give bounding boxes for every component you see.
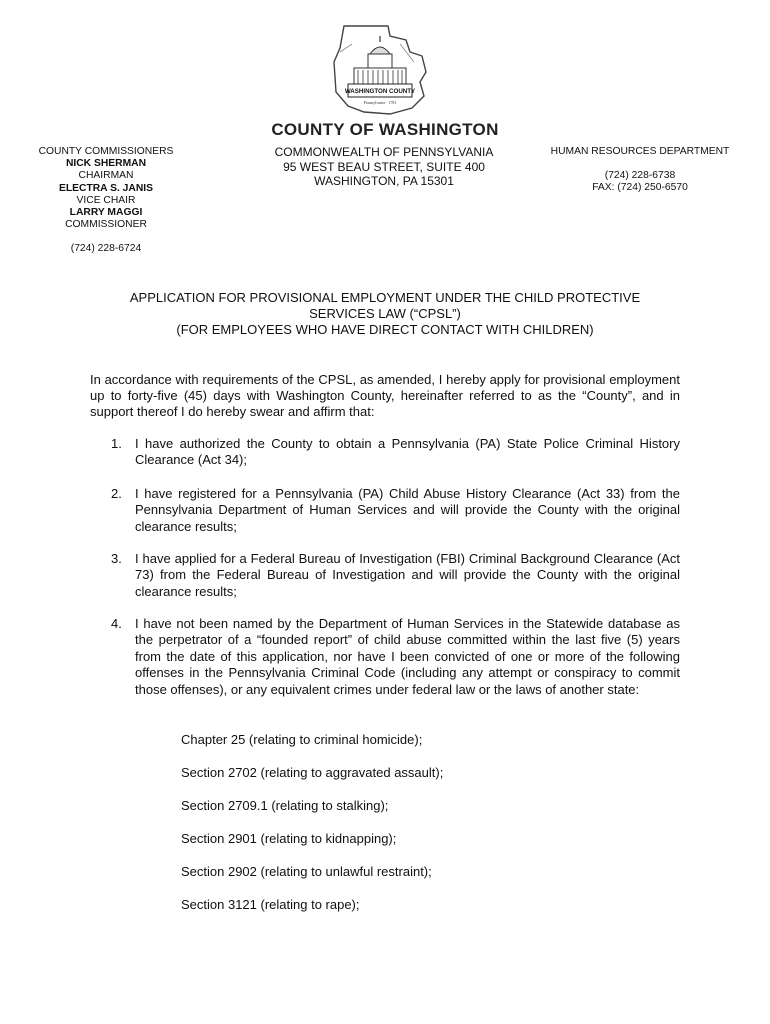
commissioners-phone: (724) 228-6724 bbox=[70, 243, 142, 255]
list-item bbox=[90, 616, 680, 698]
list-item-text: I have registered for a Pennsylvania (PA) Child Abuse History Clearance (Act 33) from the Pennsylvania Department of Human Services and will provide the County with the original clearance results; bbox=[135, 486, 680, 534]
offense-item: Chapter 25 (relating to criminal homicide); bbox=[181, 732, 423, 747]
logo-state-year: Pennsylvania · 1781 bbox=[363, 100, 397, 105]
list-item-number: 2. bbox=[111, 486, 122, 501]
hr-fax: FAX: (724) 250-6570 bbox=[592, 182, 688, 194]
list-item bbox=[90, 436, 680, 469]
commissioner-role: COMMISSIONER bbox=[65, 219, 147, 231]
address-line-3: WASHINGTON, PA 15301 bbox=[314, 174, 454, 189]
commissioner-name: LARRY MAGGI bbox=[69, 207, 143, 219]
list-item-number: 3. bbox=[111, 551, 122, 566]
hr-department-name: HUMAN RESOURCES DEPARTMENT bbox=[550, 146, 730, 157]
commissioner-role: VICE CHAIR bbox=[76, 194, 136, 206]
commissioner-name: NICK SHERMAN bbox=[65, 158, 147, 170]
county-map-courthouse-icon bbox=[330, 22, 430, 118]
list-item-text: I have not been named by the Department of Human Services in the Statewide database as the perpetrator of a “founded report” of child abuse committed within the last five (5) years from the date of this application, nor have I been convicted of one or more of the following offenses in the Pennsylvania Criminal Code (including any attempt or conspiracy to commit those offenses), or any equivalent crimes under federal law or the laws of another state: bbox=[135, 616, 680, 697]
county-title: COUNTY OF WASHINGTON bbox=[271, 120, 499, 139]
list-item-number: 1. bbox=[111, 436, 122, 451]
intro-paragraph: In accordance with requirements of the CPSL, as amended, I hereby apply for provisional employment up to forty-five (45) days with Washington County, hereinafter referred to as the “County”, and in support thereof I do hereby swear and affirm that: bbox=[90, 372, 680, 419]
offense-item: Section 3121 (relating to rape); bbox=[181, 897, 360, 912]
heading-line-1: APPLICATION FOR PROVISIONAL EMPLOYMENT UNDER THE CHILD PROTECTIVE bbox=[129, 290, 641, 305]
county-address bbox=[250, 145, 518, 189]
list-item bbox=[90, 551, 680, 600]
county-logo bbox=[330, 22, 430, 118]
offenses-list bbox=[181, 732, 631, 930]
address-line-1: COMMONWEALTH OF PENNSYLVANIA bbox=[274, 145, 494, 159]
heading-line-2: SERVICES LAW (“CPSL”) bbox=[309, 306, 461, 321]
heading-line-3: (FOR EMPLOYEES WHO HAVE DIRECT CONTACT WITH CHILDREN) bbox=[176, 322, 594, 337]
hr-phone: (724) 228-6738 bbox=[604, 170, 676, 182]
commissioner-role: CHAIRMAN bbox=[78, 170, 134, 182]
address-line-2: 95 WEST BEAU STREET, SUITE 400 bbox=[283, 159, 485, 174]
document-heading bbox=[90, 290, 680, 338]
list-item bbox=[90, 486, 680, 535]
commissioner-name: ELECTRA S. JANIS bbox=[58, 182, 154, 194]
list-item-number: 4. bbox=[111, 616, 122, 631]
offense-item: Section 2902 (relating to unlawful restraint); bbox=[181, 864, 432, 879]
offense-item: Section 2901 (relating to kidnapping); bbox=[181, 831, 397, 846]
commissioners-heading: COUNTY COMMISSIONERS bbox=[38, 146, 174, 157]
commissioners-block bbox=[10, 146, 202, 256]
logo-county-name: WASHINGTON COUNTY bbox=[344, 88, 416, 95]
list-item-text: I have authorized the County to obtain a Pennsylvania (PA) State Police Criminal History Clearance (Act 34); bbox=[135, 436, 680, 468]
offense-item: Section 2709.1 (relating to stalking); bbox=[181, 798, 389, 813]
hr-department-block bbox=[540, 146, 740, 195]
offense-item: Section 2702 (relating to aggravated assault); bbox=[181, 765, 444, 780]
list-item-text: I have applied for a Federal Bureau of Investigation (FBI) Criminal Background Clearance (Act 73) from the Federal Bureau of Investigation and will provide the County with the original clearance results; bbox=[135, 551, 680, 599]
